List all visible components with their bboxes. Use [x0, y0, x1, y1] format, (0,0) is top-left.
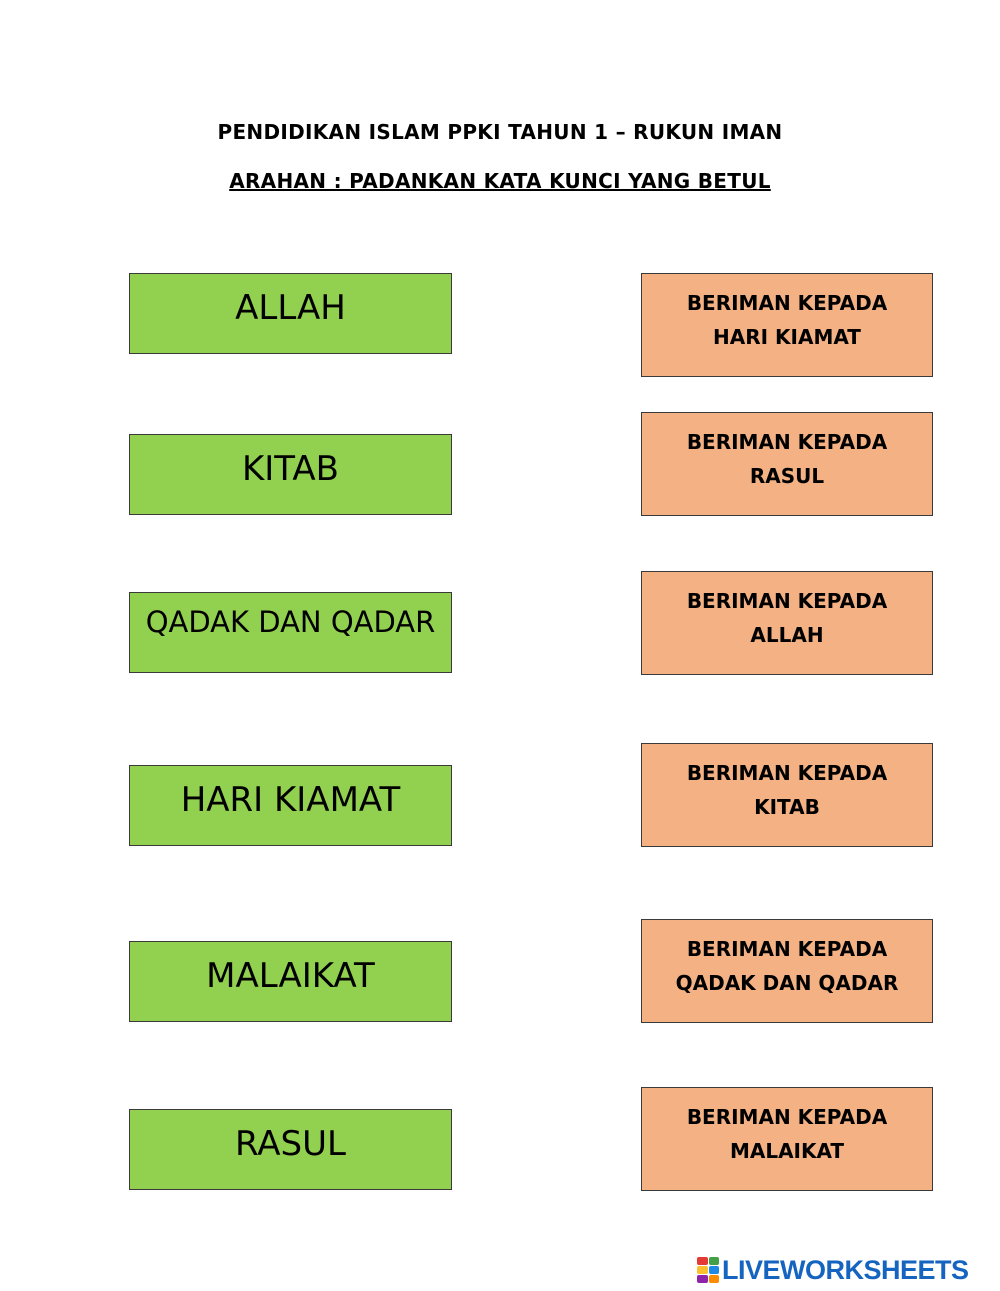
right-item-kitab[interactable] [641, 743, 933, 847]
left-item-label: QADAK DAN QADAR [145, 605, 436, 639]
liveworksheets-logo-icon [697, 1257, 719, 1283]
right-item-qadak-dan-qadar[interactable] [641, 919, 933, 1023]
right-item-malaikat[interactable] [641, 1087, 933, 1191]
instruction-text: ARAHAN : PADANKAN KATA KUNCI YANG BETUL [229, 169, 771, 193]
left-item-label: HARI KIAMAT [180, 780, 401, 820]
right-item-hari-kiamat[interactable] [641, 273, 933, 377]
right-item-line2: KITAB [754, 795, 820, 819]
page-title: PENDIDIKAN ISLAM PPKI TAHUN 1 – RUKUN IMAN [217, 120, 783, 144]
right-item-line1: BERIMAN KEPADA [686, 1105, 888, 1129]
left-item-label: ALLAH [235, 288, 346, 328]
right-item-line1: BERIMAN KEPADA [686, 291, 888, 315]
right-item-line2: RASUL [749, 464, 825, 488]
left-item-allah[interactable] [129, 273, 452, 354]
right-item-line2: HARI KIAMAT [713, 325, 861, 349]
left-item-hari-kiamat[interactable] [129, 765, 452, 846]
right-item-line1: BERIMAN KEPADA [686, 589, 888, 613]
right-item-line2: ALLAH [750, 623, 824, 647]
left-item-qadak-dan-qadar[interactable] [129, 592, 452, 673]
right-item-rasul[interactable] [641, 412, 933, 516]
left-item-malaikat[interactable] [129, 941, 452, 1022]
liveworksheets-logo[interactable] [697, 1255, 969, 1285]
left-item-label: KITAB [241, 449, 340, 489]
left-item-rasul[interactable] [129, 1109, 452, 1190]
right-item-line1: BERIMAN KEPADA [686, 761, 888, 785]
logo-text: LIVEWORKSHEETS [722, 1254, 969, 1285]
right-item-line2: QADAK DAN QADAR [675, 971, 899, 995]
right-item-line1: BERIMAN KEPADA [686, 937, 888, 961]
right-item-line1: BERIMAN KEPADA [686, 430, 888, 454]
left-item-label: RASUL [235, 1124, 346, 1164]
left-item-label: MALAIKAT [206, 956, 375, 996]
left-item-kitab[interactable] [129, 434, 452, 515]
right-item-allah[interactable] [641, 571, 933, 675]
right-item-line2: MALAIKAT [729, 1139, 845, 1163]
